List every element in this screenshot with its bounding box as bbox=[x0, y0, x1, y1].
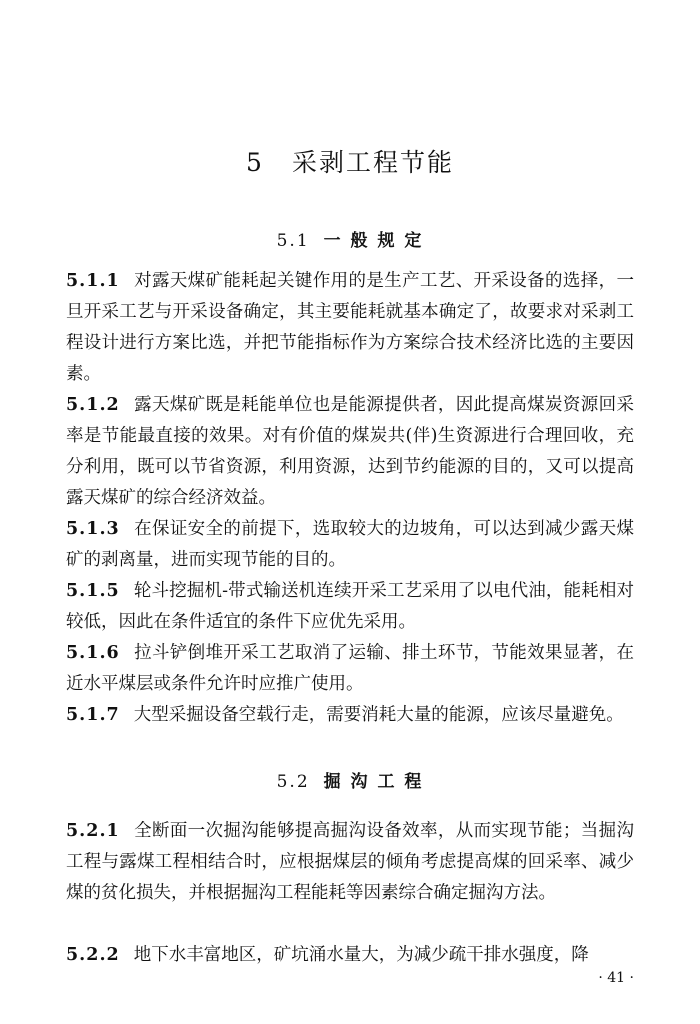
section-title-text: 掘 沟 工 程 bbox=[323, 772, 424, 792]
clause-5-1-2 bbox=[66, 390, 634, 514]
clause-text: 拉斗铲倒堆开采工艺取消了运输、排土环节，节能效果显著，在近水平煤层或条件允许时应推广使用。 bbox=[66, 643, 634, 694]
clause-5-2-2 bbox=[66, 940, 634, 971]
clause-5-1-3 bbox=[66, 514, 634, 576]
clause-5-1-5 bbox=[66, 576, 634, 638]
clause-text: 在保证安全的前提下，选取较大的边坡角，可以达到减少露天煤矿的剥离量，进而实现节能的目的。 bbox=[66, 519, 634, 570]
clause-5-1-7 bbox=[66, 700, 634, 731]
section-number: 5.2 bbox=[276, 772, 310, 792]
clause-text: 对露天煤矿能耗起关键作用的是生产工艺、开采设备的选择，一旦开采工艺与开采设备确定，其主要能耗就基本确定了，故要求对采剥工程设计进行方案比选，并把节能指标作为方案综合技术经济比选的主要因素。 bbox=[66, 271, 634, 384]
clause-text: 露天煤矿既是耗能单位也是能源提供者，因此提高煤炭资源回采率是节能最直接的效果。对有价值的煤炭共(伴)生资源进行合理回收，充分利用，既可以节省资源，利用资源，达到节约能源的目的，又可以提高露天煤矿的综合经济效益。 bbox=[66, 395, 634, 508]
clause-number: 5.1.2 bbox=[66, 395, 120, 415]
section-title-5-2 bbox=[0, 767, 700, 792]
section-number: 5.1 bbox=[276, 231, 310, 251]
chapter-number: 5 bbox=[246, 148, 264, 177]
clause-number: 5.2.1 bbox=[66, 821, 120, 841]
clause-number: 5.1.6 bbox=[66, 643, 120, 663]
page-number: · 41 · bbox=[598, 970, 634, 986]
clause-5-1-1 bbox=[66, 266, 634, 390]
chapter-title-text: 采剥工程节能 bbox=[291, 148, 454, 177]
clause-number: 5.1.3 bbox=[66, 519, 120, 539]
clause-5-1-6 bbox=[66, 638, 634, 700]
clause-number: 5.1.1 bbox=[66, 271, 120, 291]
clause-5-2-1 bbox=[66, 816, 634, 909]
clause-text: 轮斗挖掘机-带式输送机连续开采工艺采用了以电代油，能耗相对较低，因此在条件适宜的条件下应优先采用。 bbox=[66, 581, 634, 632]
clause-number: 5.1.5 bbox=[66, 581, 120, 601]
clause-text: 全断面一次掘沟能够提高掘沟设备效率，从而实现节能；当掘沟工程与露煤工程相结合时，应根据煤层的倾角考虑提高煤的回采率、减少煤的贫化损失，并根据掘沟工程能耗等因素综合确定掘沟方法。 bbox=[66, 821, 634, 903]
section-title-5-1 bbox=[0, 226, 700, 251]
clause-text: 地下水丰富地区，矿坑涌水量大，为减少疏干排水强度，降 bbox=[133, 945, 589, 965]
clause-text: 大型采掘设备空载行走，需要消耗大量的能源，应该尽量避免。 bbox=[133, 705, 624, 725]
clause-number: 5.1.7 bbox=[66, 705, 120, 725]
section-title-text: 一 般 规 定 bbox=[323, 231, 424, 251]
chapter-title bbox=[0, 143, 700, 179]
clause-number: 5.2.2 bbox=[66, 945, 120, 965]
